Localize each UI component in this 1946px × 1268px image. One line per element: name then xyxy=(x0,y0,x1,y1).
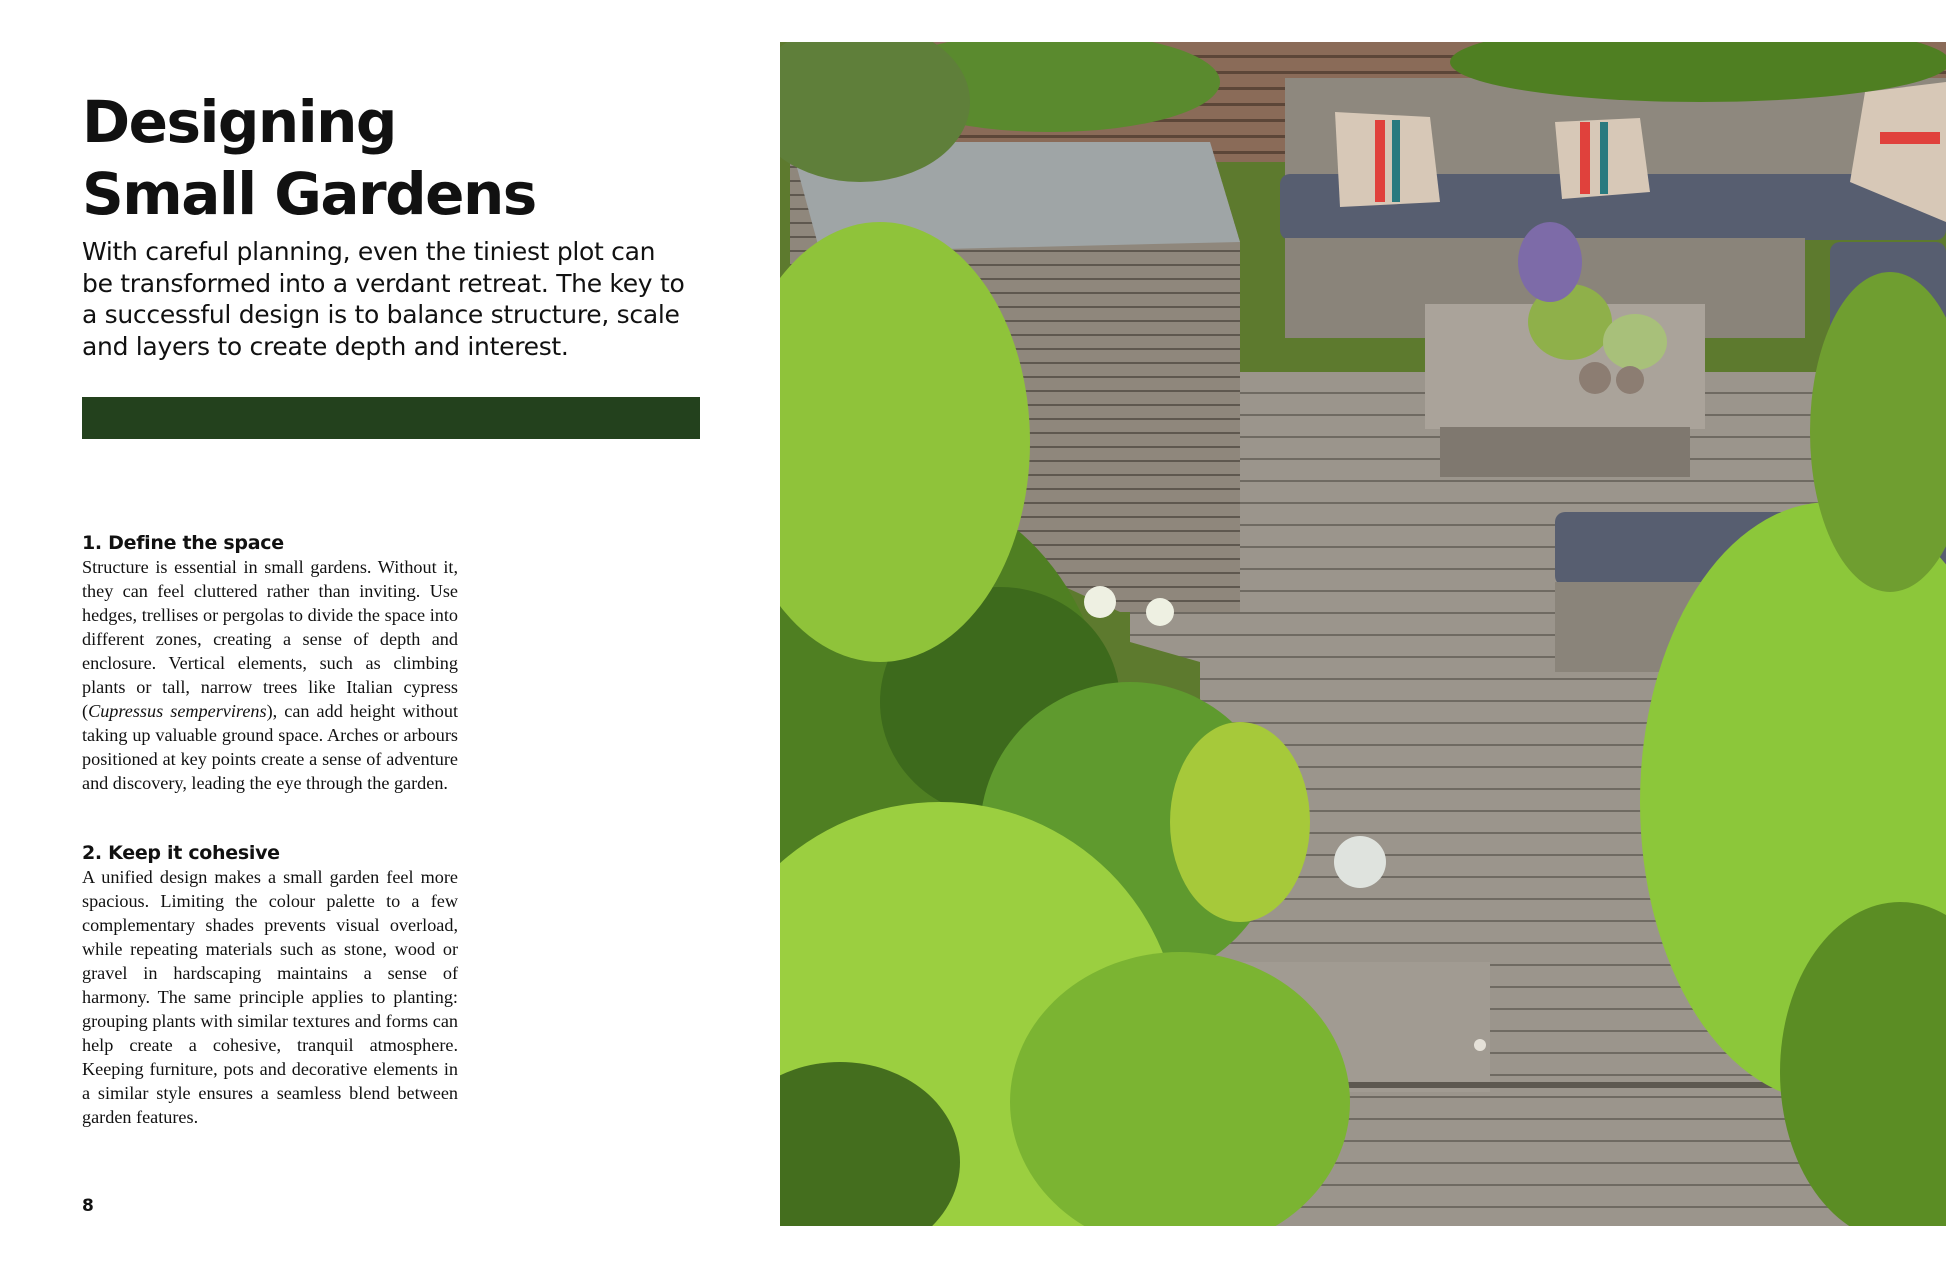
section-body: A unified design makes a small garden feel more spacious. Limiting the colour palette to a few complementary shades prevents visual overload, while repeating materials such as stone, wood or gravel in hardscaping maintains a sense of harmony. The same principle applies to planting: grouping plants with similar textures and forms can help create a cohesive, tranquil atmosphere. Keeping furniture, pots and decorative elements in a similar style ensures a seamless blend between garden features. xyxy=(82,867,458,1127)
section-heading: 1. Define the space xyxy=(82,532,284,554)
page-title xyxy=(82,86,722,230)
page-number: 8 xyxy=(82,1196,94,1216)
section-body: Structure is essential in small gardens. Without it, they can feel cluttered rather than inviting. Use hedges, trellises or pergolas to divide the space into different zones, creating a sense of depth and enclosure. Vertical elements, such as climbing plants or tall, narrow trees like Italian cypress (Cupressus sempervirens), can add height without taking up valuable ground space. Arches or arbours positioned at key points create a sense of adventure and discovery, leading the eye through the garden. xyxy=(82,557,458,793)
left-page xyxy=(0,0,780,1268)
section-define-the-space xyxy=(82,531,458,795)
page-title-line-2: Small Gardens xyxy=(82,160,536,228)
intro-paragraph: With careful planning, even the tiniest plot can be transformed into a verdant retreat. The key to a successful design is to balance structure, scale and layers to create depth and interest. xyxy=(82,237,685,361)
page-title-line-1: Designing xyxy=(82,88,396,156)
section-heading: 2. Keep it cohesive xyxy=(82,842,280,864)
section-keep-it-cohesive xyxy=(82,841,458,1129)
accent-bar xyxy=(82,397,700,439)
garden-photo xyxy=(780,42,1946,1226)
